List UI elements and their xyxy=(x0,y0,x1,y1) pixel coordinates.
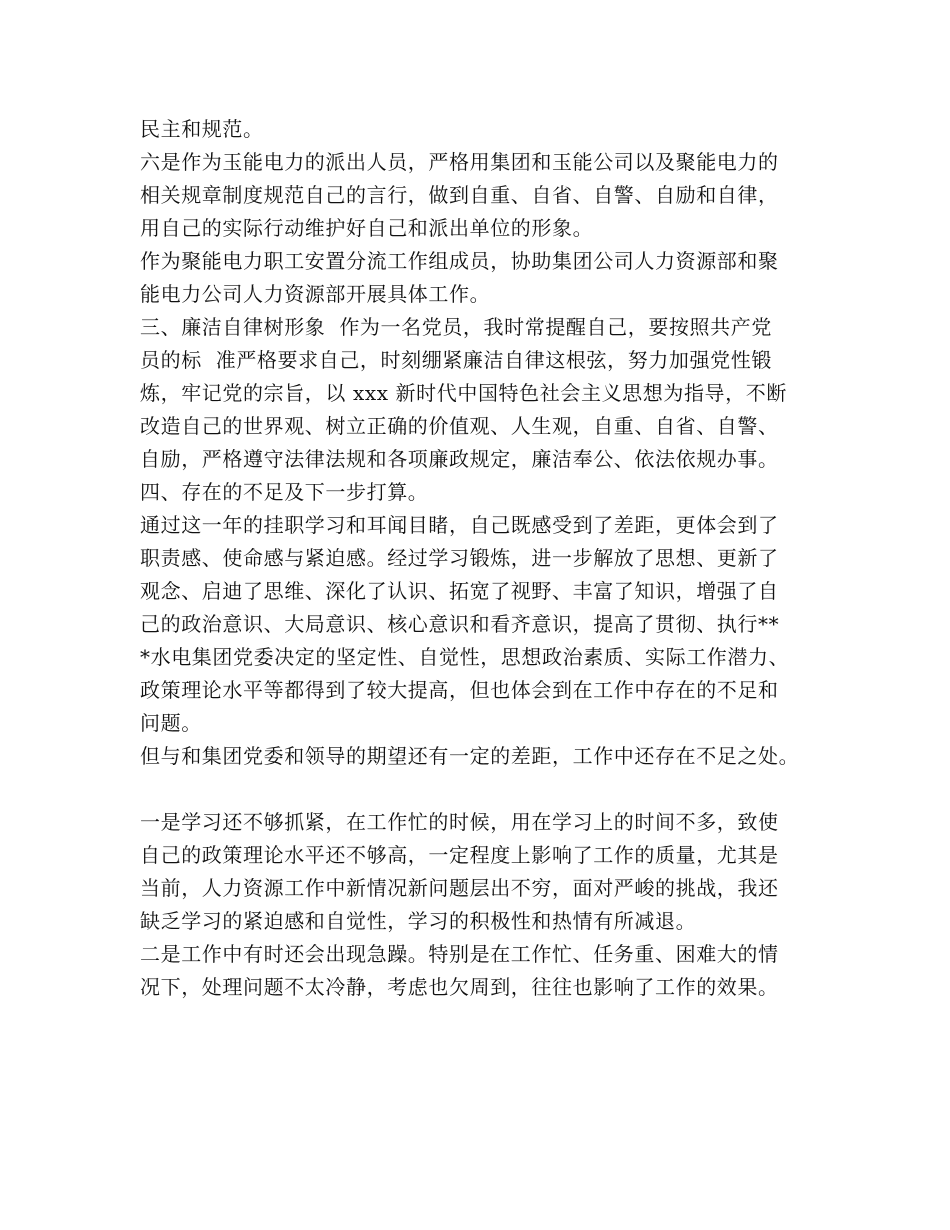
text-line: 用自己的实际行动维护好自己和派出单位的形象。 xyxy=(140,216,594,240)
text-line: 况下，处理问题不太冷静，考虑也欠周到，往往也影响了工作的效果。 xyxy=(140,975,779,999)
text-line: 观念、启迪了思维、深化了认识、拓宽了视野、丰富了知识，增强了自 xyxy=(140,579,779,603)
text-line: 作为聚能电力职工安置分流工作组成员，协助集团公司人力资源部和聚 xyxy=(140,249,779,273)
blank-line xyxy=(140,773,840,806)
text-line: 二是工作中有时还会出现急躁。特别是在工作忙、任务重、困难大的情 xyxy=(140,942,779,966)
text-line: 六是作为玉能电力的派出人员，严格用集团和玉能公司以及聚能电力的 xyxy=(140,150,779,174)
text-line: 通过这一年的挂职学习和耳闻目睹，自己既感受到了差距，更体会到了 xyxy=(140,513,779,537)
text-line: *水电集团党委决定的坚定性、自觉性，思想政治素质、实际工作潜力、 xyxy=(140,645,790,669)
text-line: 但与和集团党委和领导的期望还有一定的差距，工作中还存在不足之处。 xyxy=(140,744,800,768)
text-line: 一是学习还不够抓紧，在工作忙的时候，用在学习上的时间不多，致使 xyxy=(140,810,779,834)
document-body xyxy=(140,113,840,1004)
text-line: 己的政治意识、大局意识、核心意识和看齐意识，提高了贯彻、执行** xyxy=(140,612,780,636)
text-line: 炼，牢记党的宗旨，以 xxx 新时代中国特色社会主义思想为指导，不断 xyxy=(140,381,787,405)
text-line: 当前，人力资源工作中新情况新问题层出不穷，面对严峻的挑战，我还 xyxy=(140,876,779,900)
text-line: 缺乏学习的紧迫感和自觉性，学习的积极性和热情有所减退。 xyxy=(140,909,697,933)
text-line: 问题。 xyxy=(140,711,202,735)
text-line: 民主和规范。 xyxy=(140,117,264,141)
text-line: 自己的政策理论水平还不够高，一定程度上影响了工作的质量，尤其是 xyxy=(140,843,779,867)
text-line: 职责感、使命感与紧迫感。经过学习锻炼，进一步解放了思想、更新了 xyxy=(140,546,779,570)
text-line: 能电力公司人力资源部开展具体工作。 xyxy=(140,282,491,306)
text-line: 三、廉洁自律树形象 作为一名党员，我时常提醒自己，要按照共产党 xyxy=(140,315,772,339)
text-line: 政策理论水平等都得到了较大提高，但也体会到在工作中存在的不足和 xyxy=(140,678,779,702)
text-line: 自励，严格遵守法律法规和各项廉政规定，廉洁奉公、依法依规办事。 xyxy=(140,447,779,471)
text-line: 四、存在的不足及下一步打算。 xyxy=(140,480,429,504)
text-line: 员的标 准严格要求自己，时刻绷紧廉洁自律这根弦，努力加强党性锻 xyxy=(140,348,772,372)
text-line: 改造自己的世界观、树立正确的价值观、人生观，自重、自省、自警、 xyxy=(140,414,779,438)
text-line: 相关规章制度规范自己的言行，做到自重、自省、自警、自励和自律， xyxy=(140,183,779,207)
